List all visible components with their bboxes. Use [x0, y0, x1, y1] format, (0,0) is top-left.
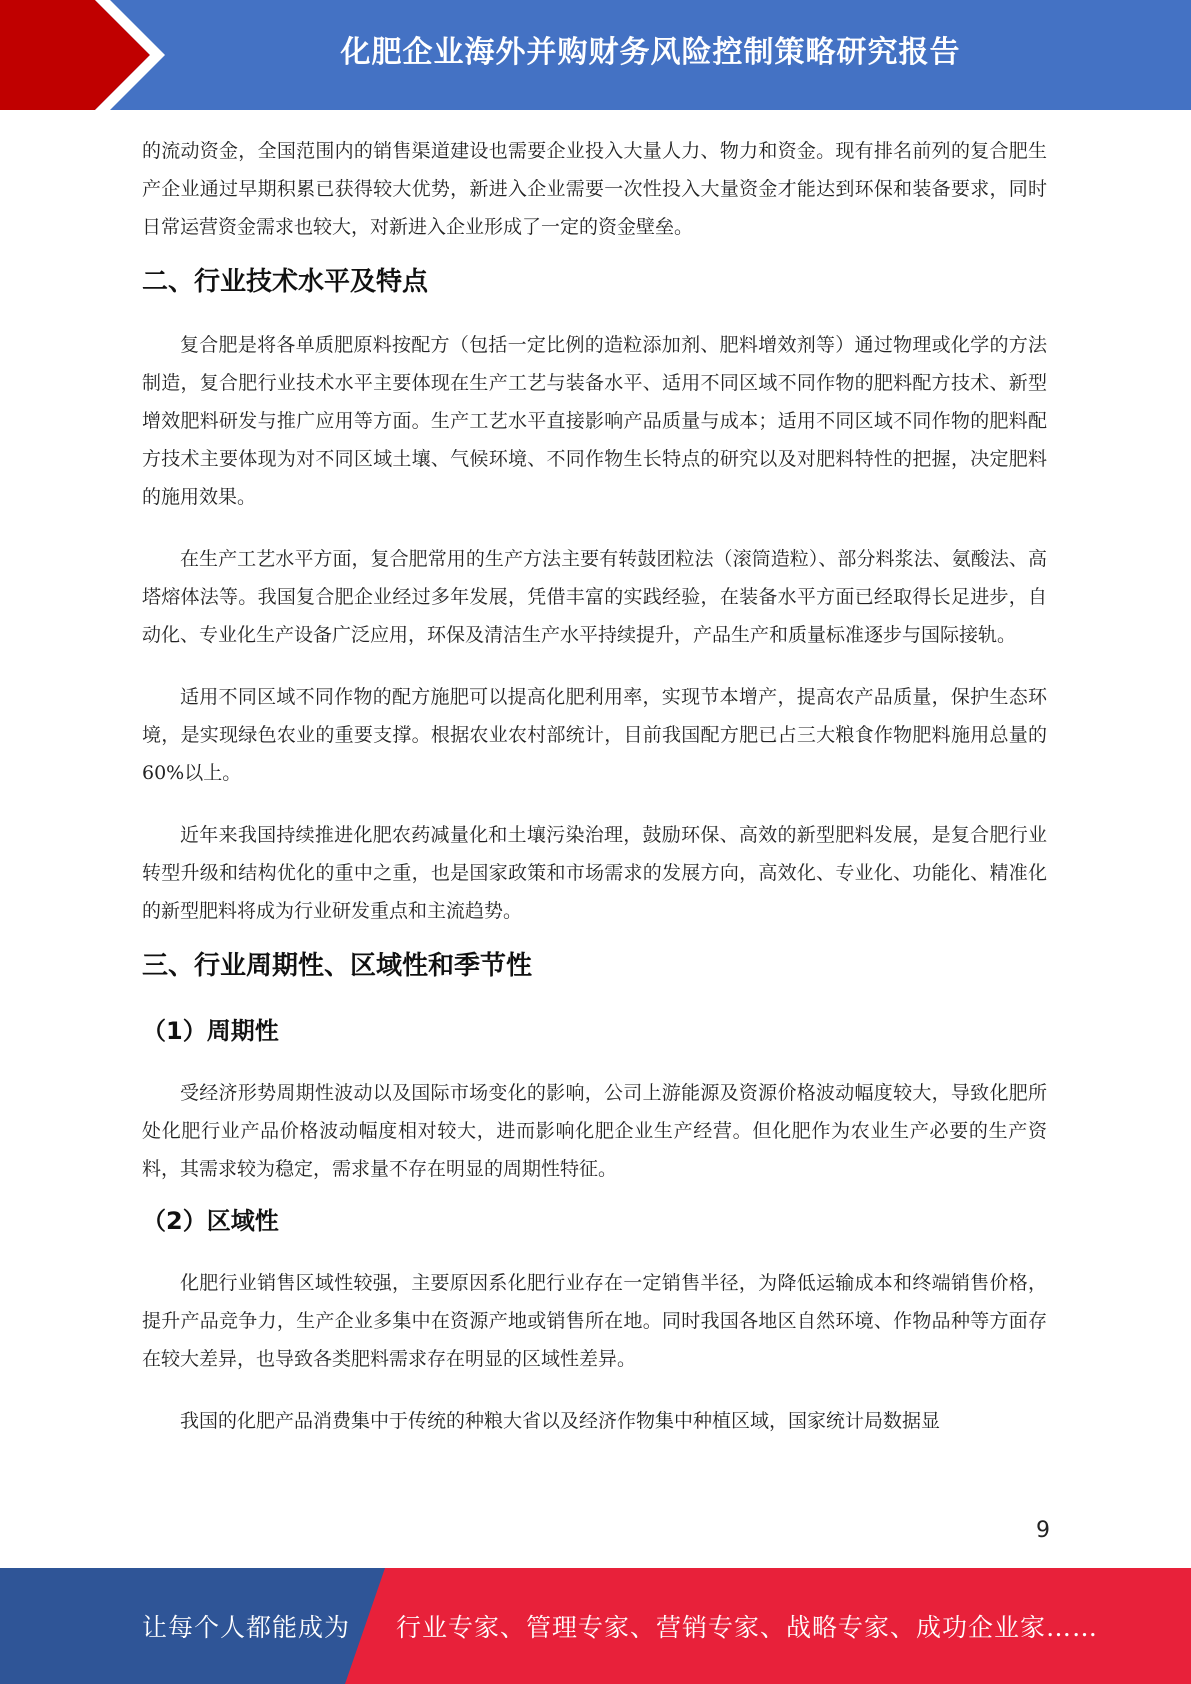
paragraph-tech-1: 复合肥是将各单质肥原料按配方（包括一定比例的造粒添加剂、肥料增效剂等）通过物理或化学的方法制造，复合肥行业技术水平主要体现在生产工艺与装备水平、适用不同区域不同作物的肥料配方技术、新型增效肥料研发与推广应用等方面。生产工艺水平直接影响产品质量与成本；适用不同区域不同作物的肥料配方技术主要体现为对不同区域土壤、气候环境、不同作物生长特点的研究以及对肥料特性的把握，决定肥料的施用效果。: [142, 334, 1047, 508]
subheading-regionality: （2）区域性: [142, 1207, 279, 1235]
paragraph-tech-4: 近年来我国持续推进化肥农药减量化和土壤污染治理，鼓励环保、高效的新型肥料发展，是复合肥行业转型升级和结构优化的重中之重，也是国家政策和市场需求的发展方向，高效化、专业化、功能化、精准化的新型肥料将成为行业研发重点和主流趋势。: [142, 824, 1047, 922]
paragraph-tech-3: 适用不同区域不同作物的配方施肥可以提高化肥利用率，实现节本增产，提高农产品质量，保护生态环境，是实现绿色农业的重要支撑。根据农业农村部统计，目前我国配方肥已占三大粮食作物肥料施用总量的 60%以上。: [142, 686, 1047, 784]
footer-slogan-right: 行业专家、管理专家、营销专家、战略专家、成功企业家……: [396, 1613, 1099, 1642]
report-title: 化肥企业海外并购财务风险控制策略研究报告: [340, 35, 961, 70]
paragraph-continued: 的流动资金，全国范围内的销售渠道建设也需要企业投入大量人力、物力和资金。现有排名前列的复合肥生产企业通过早期积累已获得较大优势，新进入企业需要一次性投入大量资金才能达到环保和装备要求，同时日常运营资金需求也较大，对新进入企业形成了一定的资金壁垒。: [142, 140, 1047, 238]
document-body: [142, 132, 1047, 1440]
paragraph-regionality-2: 我国的化肥产品消费集中于传统的种粮大省以及经济作物集中种植区域，国家统计局数据显: [180, 1410, 941, 1432]
paragraph-tech-2: 在生产工艺水平方面，复合肥常用的生产方法主要有转鼓团粒法（滚筒造粒）、部分料浆法、氨酸法、高塔熔体法等。我国复合肥企业经过多年发展，凭借丰富的实践经验，在装备水平方面已经取得长足进步，自动化、专业化生产设备广泛应用，环保及清洁生产水平持续提升，产品生产和质量标准逐步与国际接轨。: [142, 548, 1047, 646]
section-heading-cyclicality: 三、行业周期性、区域性和季节性: [142, 951, 533, 981]
section-heading-tech: 二、行业技术水平及特点: [142, 267, 429, 297]
page-footer: [0, 1568, 1191, 1684]
footer-slogan-left: 让每个人都能成为: [142, 1613, 351, 1642]
page-header: [0, 0, 1191, 110]
subheading-cyclicality: （1）周期性: [142, 1017, 279, 1045]
page-number: 9: [1036, 1518, 1050, 1543]
paragraph-cyclicality: 受经济形势周期性波动以及国际市场变化的影响，公司上游能源及资源价格波动幅度较大，导致化肥所处化肥行业产品价格波动幅度相对较大，进而影响化肥企业生产经营。但化肥作为农业生产必要的生产资料，其需求较为稳定，需求量不存在明显的周期性特征。: [142, 1082, 1047, 1180]
paragraph-regionality-1: 化肥行业销售区域性较强，主要原因系化肥行业存在一定销售半径，为降低运输成本和终端销售价格，提升产品竞争力，生产企业多集中在资源产地或销售所在地。同时我国各地区自然环境、作物品种等方面存在较大差异，也导致各类肥料需求存在明显的区域性差异。: [142, 1272, 1047, 1370]
